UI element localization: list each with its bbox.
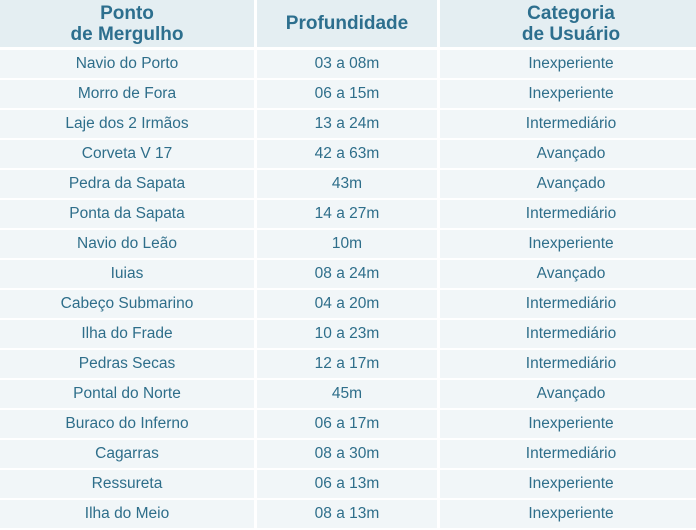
cell-dive-point: Ressureta (0, 470, 254, 500)
cell-dive-point: Pedra da Sapata (0, 170, 254, 200)
cell-depth: 42 a 63m (257, 140, 437, 170)
cell-category: Avançado (440, 380, 696, 410)
header-dive-point-line1: Ponto (100, 2, 154, 24)
cell-category: Inexperiente (440, 230, 696, 260)
cell-category: Intermediário (440, 440, 696, 470)
cell-depth: 06 a 13m (257, 470, 437, 500)
cell-depth: 12 a 17m (257, 350, 437, 380)
cell-depth: 03 a 08m (257, 50, 437, 80)
cell-dive-point: Cabeço Submarino (0, 290, 254, 320)
cell-category: Intermediário (440, 200, 696, 230)
cell-dive-point: Pedras Secas (0, 350, 254, 380)
cell-category: Intermediário (440, 110, 696, 140)
cell-category: Inexperiente (440, 500, 696, 530)
cell-depth: 08 a 30m (257, 440, 437, 470)
header-depth (257, 0, 437, 50)
cell-category: Avançado (440, 260, 696, 290)
cell-depth: 10m (257, 230, 437, 260)
header-user-category-line1: Categoria (527, 2, 615, 24)
cell-depth: 45m (257, 380, 437, 410)
cell-category: Inexperiente (440, 80, 696, 110)
header-user-category-line2: de Usuário (521, 23, 621, 45)
cell-dive-point: Ponta da Sapata (0, 200, 254, 230)
cell-dive-point: Corveta V 17 (0, 140, 254, 170)
cell-dive-point: Cagarras (0, 440, 254, 470)
cell-dive-point: Navio do Porto (0, 50, 254, 80)
cell-depth: 06 a 15m (257, 80, 437, 110)
cell-depth: 04 a 20m (257, 290, 437, 320)
cell-category: Inexperiente (440, 470, 696, 500)
cell-category: Inexperiente (440, 410, 696, 440)
cell-dive-point: Ilha do Meio (0, 500, 254, 530)
cell-dive-point: Iuias (0, 260, 254, 290)
header-dive-point (0, 0, 254, 50)
cell-depth: 10 a 23m (257, 320, 437, 350)
cell-category: Intermediário (440, 290, 696, 320)
cell-dive-point: Laje dos 2 Irmãos (0, 110, 254, 140)
cell-dive-point: Buraco do Inferno (0, 410, 254, 440)
header-user-category (440, 0, 696, 50)
header-dive-point-line2: de Mergulho (70, 23, 184, 45)
cell-dive-point: Pontal do Norte (0, 380, 254, 410)
cell-depth: 08 a 24m (257, 260, 437, 290)
cell-depth: 14 a 27m (257, 200, 437, 230)
cell-category: Inexperiente (440, 50, 696, 80)
cell-dive-point: Morro de Fora (0, 80, 254, 110)
cell-depth: 43m (257, 170, 437, 200)
cell-dive-point: Navio do Leão (0, 230, 254, 260)
cell-depth: 13 a 24m (257, 110, 437, 140)
cell-category: Intermediário (440, 320, 696, 350)
cell-category: Avançado (440, 170, 696, 200)
cell-category: Intermediário (440, 350, 696, 380)
cell-dive-point: Ilha do Frade (0, 320, 254, 350)
header-depth-label: Profundidade (285, 13, 409, 34)
cell-depth: 08 a 13m (257, 500, 437, 530)
cell-depth: 06 a 17m (257, 410, 437, 440)
cell-category: Avançado (440, 140, 696, 170)
